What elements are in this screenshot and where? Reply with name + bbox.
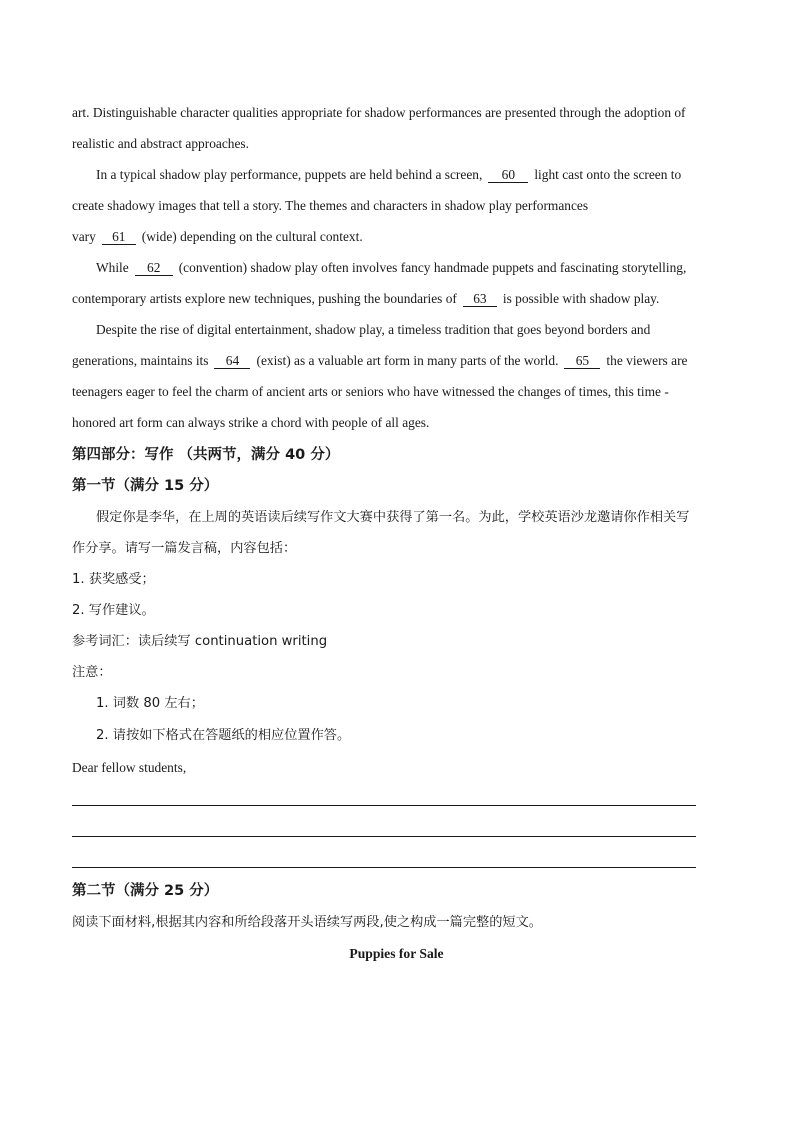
answer-blank-60[interactable]: 60 — [488, 167, 528, 183]
passage-text: realistic and abstract approaches. — [72, 136, 249, 151]
answer-blank-65[interactable]: 65 — [564, 353, 600, 369]
passage-text: is possible with shadow play. — [502, 291, 660, 306]
answer-blank-63[interactable]: 63 — [463, 291, 497, 307]
passage-paragraph-3 — [72, 252, 722, 314]
section2-instruction: 阅读下面材料,根据其内容和所给段落开头语续写两段,使之构成一篇完整的短文。 — [72, 915, 542, 930]
passage-text: honored art form can always strike a chord with people of all ages. — [72, 415, 430, 430]
answer-blank-61[interactable]: 61 — [102, 229, 136, 245]
answer-blank-64[interactable]: 64 — [214, 353, 250, 369]
passage-paragraph-2 — [72, 159, 722, 252]
passage-text: art. Distinguishable character qualities appropriate for shadow performances are presented through the adoption of — [72, 105, 686, 120]
passage-text: vary — [72, 229, 96, 244]
task-description: 假定你是李华，在上周的英语读后续写作文大赛中获得了第一名。为此，学校英语沙龙邀请你作相关写 — [96, 510, 690, 525]
passage-text: While — [96, 260, 129, 275]
note-item-2: 2. 请按如下格式在答题纸的相应位置作答。 — [96, 728, 351, 743]
answer-line[interactable] — [72, 867, 696, 868]
passage-text: generations, maintains its — [72, 353, 209, 368]
section1-heading: 第一节（满分 15 分） — [72, 478, 219, 494]
passage-text: teenagers eager to feel the charm of ancient arts or seniors who have witnessed the changes of times, this time - — [72, 384, 669, 399]
task-description: 作分享。请写一篇发言稿，内容包括： — [72, 541, 297, 556]
passage-paragraph-1 — [72, 97, 722, 159]
passage-text: the viewers are — [606, 353, 688, 368]
passage-text: (convention) shadow play often involves fancy handmade puppets and fascinating storytelling, — [178, 260, 687, 275]
task-item-2: 2. 写作建议。 — [72, 603, 155, 618]
answer-line[interactable] — [72, 836, 696, 837]
section2-heading: 第二节（满分 25 分） — [72, 883, 219, 899]
vocabulary-note: 参考词汇：读后续写 continuation writing — [72, 634, 328, 649]
part-heading: 第四部分：写作 （共两节，满分 40 分） — [72, 447, 340, 463]
story-title: Puppies for Sale — [349, 946, 444, 961]
answer-line[interactable] — [72, 805, 696, 806]
passage-text: In a typical shadow play performance, puppets are held behind a screen, — [96, 167, 483, 182]
task-item-1: 1. 获奖感受； — [72, 572, 155, 587]
passage-text: Despite the rise of digital entertainment, shadow play, a timeless tradition that goes beyond borders and — [96, 322, 651, 337]
passage-text: (exist) as a valuable art form in many parts of the world. — [256, 353, 559, 368]
passage-text: (wide) depending on the cultural context. — [141, 229, 363, 244]
note-item-1: 1. 词数 80 左右； — [96, 696, 204, 711]
passage-text: light cast onto the screen to — [534, 167, 682, 182]
passage-paragraph-4 — [72, 314, 722, 438]
note-label: 注意： — [72, 665, 112, 680]
answer-blank-62[interactable]: 62 — [135, 260, 173, 276]
passage-text: contemporary artists explore new techniques, pushing the boundaries of — [72, 291, 457, 306]
salutation: Dear fellow students, — [72, 760, 187, 775]
passage-text: create shadowy images that tell a story. The themes and characters in shadow play performances — [72, 198, 589, 213]
